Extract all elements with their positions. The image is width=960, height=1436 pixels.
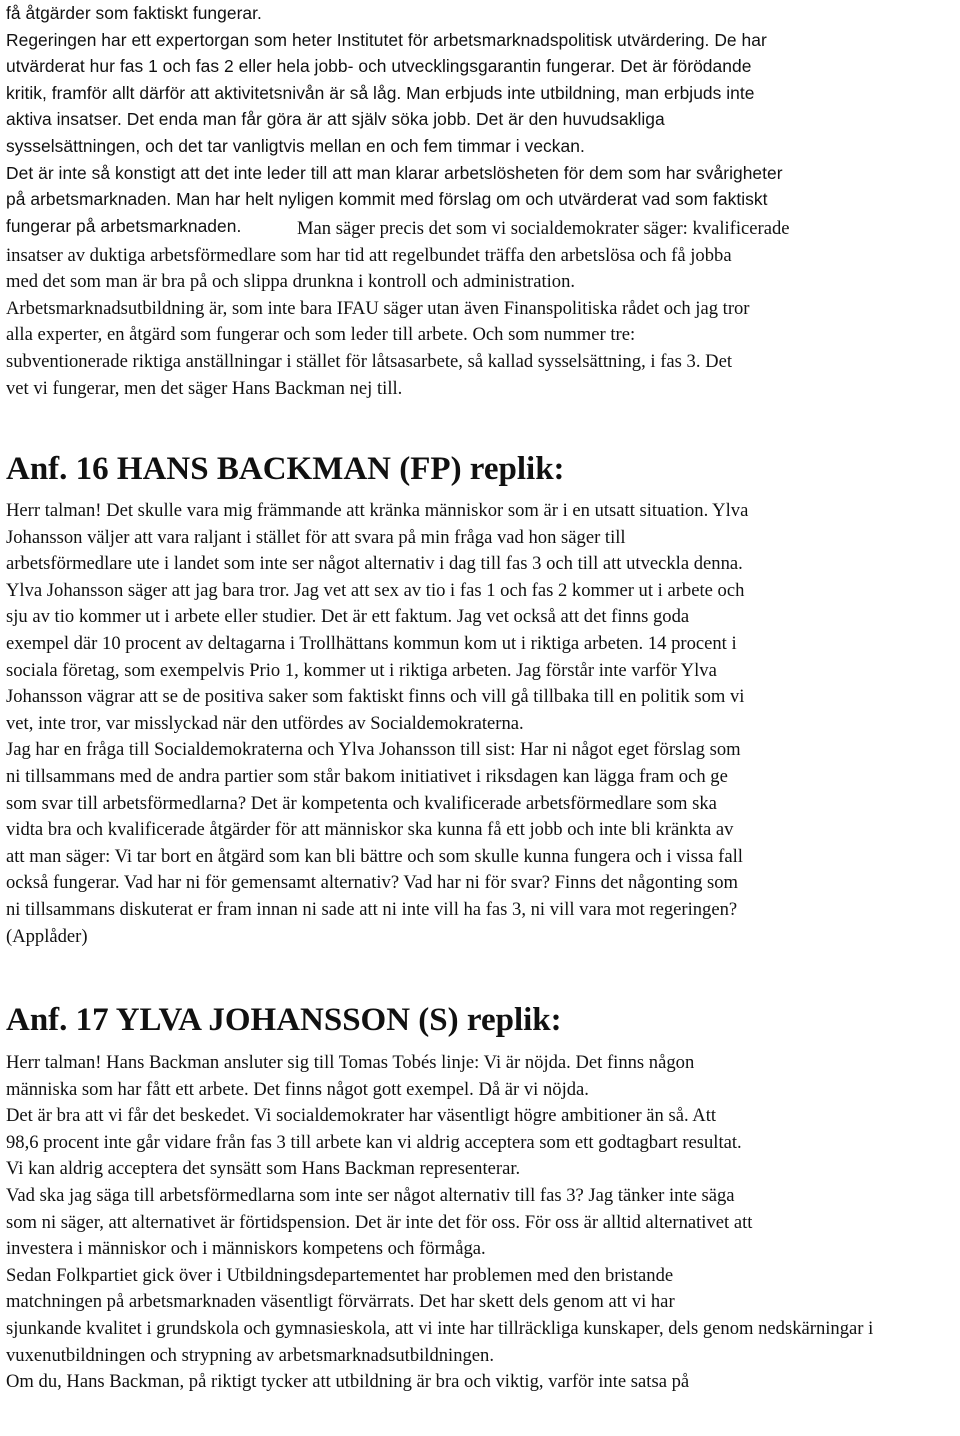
intro-continuation: Man säger precis det som vi socialdemokrater säger: kvalificerade insatser av duktiga arbetsförmedlare som har tid att regelbundet träffa den arbetslösa och få jobba med det som man är bra på och slippa drunkna i kontroll och administration. Arbetsmarknadsutbildning är, som inte bara IFAU säger utan även Finanspolitiska rådet och jag tror alla experter, en åtgärd som fungerar och som leder till arbete. Och som nummer tre: subventionerade riktiga anställningar i stället för låtsasarbete, så kallad sysselsättning, i fas 3. Det vet vi fungerar, men det säger Hans Backman nej till. xyxy=(6,218,790,399)
intro-paragraph-sans: få åtgärder som faktiskt fungerar. Regeringen har ett expertorgan som heter Institutet för arbetsmarknadspolitisk utvärdering. De har utvärderat hur fas 1 och fas 2 eller hela jobb- och utvecklingsgarantin fungerar. Det är förödande kritik, framför allt därför att aktivitetsnivån är så låg. Man erbjuds inte utbildning, man erbjuds inte aktiva insatser. Det enda man får göra är att själv söka jobb. Det är den huvudsakliga sysselsättningen, och det tar vanligtvis mellan en och fem timmar i veckan. Det är inte så konstigt att det inte leder till att man klarar arbetslösheten för dem som har svårigheter på arbetsmarknaden. Man har helt nyligen kommit med förslag om och utvärderat vad som faktiskt fungerar på arbetsmarknaden. xyxy=(6,3,783,236)
intro-paragraph-serif xyxy=(6,216,790,402)
speaker-heading-16: Anf. 16 HANS BACKMAN (FP) replik: xyxy=(6,451,565,487)
speech-body-17: Herr talman! Hans Backman ansluter sig till Tomas Tobés linje: Vi är nöjda. Det finns någon människa som har fått ett arbete. Det finns något gott exempel. Då är vi nöjda. Det är bra att vi får det beskedet. Vi socialdemokrater har väsentligt högre ambitioner än så. Att 98,6 procent inte går vidare från fas 3 till arbete kan vi aldrig acceptera som ett godtagbart resultat. Vi kan aldrig acceptera det synsätt som Hans Backman representerar. Vad ska jag säga till arbetsförmedlarna som inte ser något alternativ till fas 3? Jag tänker inte säga som ni säger, att alternativet är förtidspension. Det är inte det för oss. För oss är alltid alternativet att investera i människor och i människors kompetens och förmåga. Sedan Folkpartiet gick över i Utbildningsdepartementet har problemen med den bristande matchningen på arbetsmarknaden väsentligt förvärrats. Det har skett dels genom att vi har sjunkande kvalitet i grundskola och gymnasieskola, att vi inte har tillräckliga kunskaper, dels genom nedskärningar i vuxenutbildningen och strypning av arbetsmarknadsutbildningen. Om du, Hans Backman, på riktigt tycker att utbildning är bra och viktig, varför inte satsa på xyxy=(6,1052,874,1393)
speaker-heading-17: Anf. 17 YLVA JOHANSSON (S) replik: xyxy=(6,1002,562,1038)
speech-body-16: Herr talman! Det skulle vara mig främmande att kränka människor som är i en utsatt situation. Ylva Johansson väljer att vara raljant i stället för att svara på min fråga vad hon säger till arbetsförmedlare ute i landet som inte ser något alternativ i dag till fas 3 och till att utveckla denna. Ylva Johansson säger att jag bara tror. Jag vet att sex av tio i fas 1 och fas 2 kommer ut i arbete och sju av tio kommer ut i arbete eller studier. Det är ett faktum. Jag vet också att det finns goda exempel där 10 procent av deltagarna i Trollhättans kommun kom ut i riktiga arbeten. 14 procent i sociala företag, som exempelvis Prio 1, kommer ut i riktiga arbeten. Jag förstår inte varför Ylva Johansson vägrar att se de positiva saker som faktiskt finns och vill gå tillbaka till en politik som vi vet, inte tror, var misslyckad när den utfördes av Socialdemokraterna. Jag har en fråga till Socialdemokraterna och Ylva Johansson till sist: Har ni något eget förslag som ni tillsammans med de andra partier som står bakom initiativet i riksdagen kan lägga fram och ge som svar till arbetsförmedlarna? Det är kompetenta och kvalificerade arbetsförmedlare som ska vidta bra och kvalificerade åtgärder för att människor ska kunna få ett jobb och inte bli kränkta av att man säger: Vi tar bort en åtgärd som kan bli bättre och som skulle kunna fungera och i vissa fall också fungerar. Vad har ni för gemensamt alternativ? Vad har ni för svar? Finns det någonting som ni tillsammans diskuterat er fram innan ni sade att ni inte vill ha fas 3, ni vill vara mot regeringen? (Applåder) xyxy=(6,500,749,947)
